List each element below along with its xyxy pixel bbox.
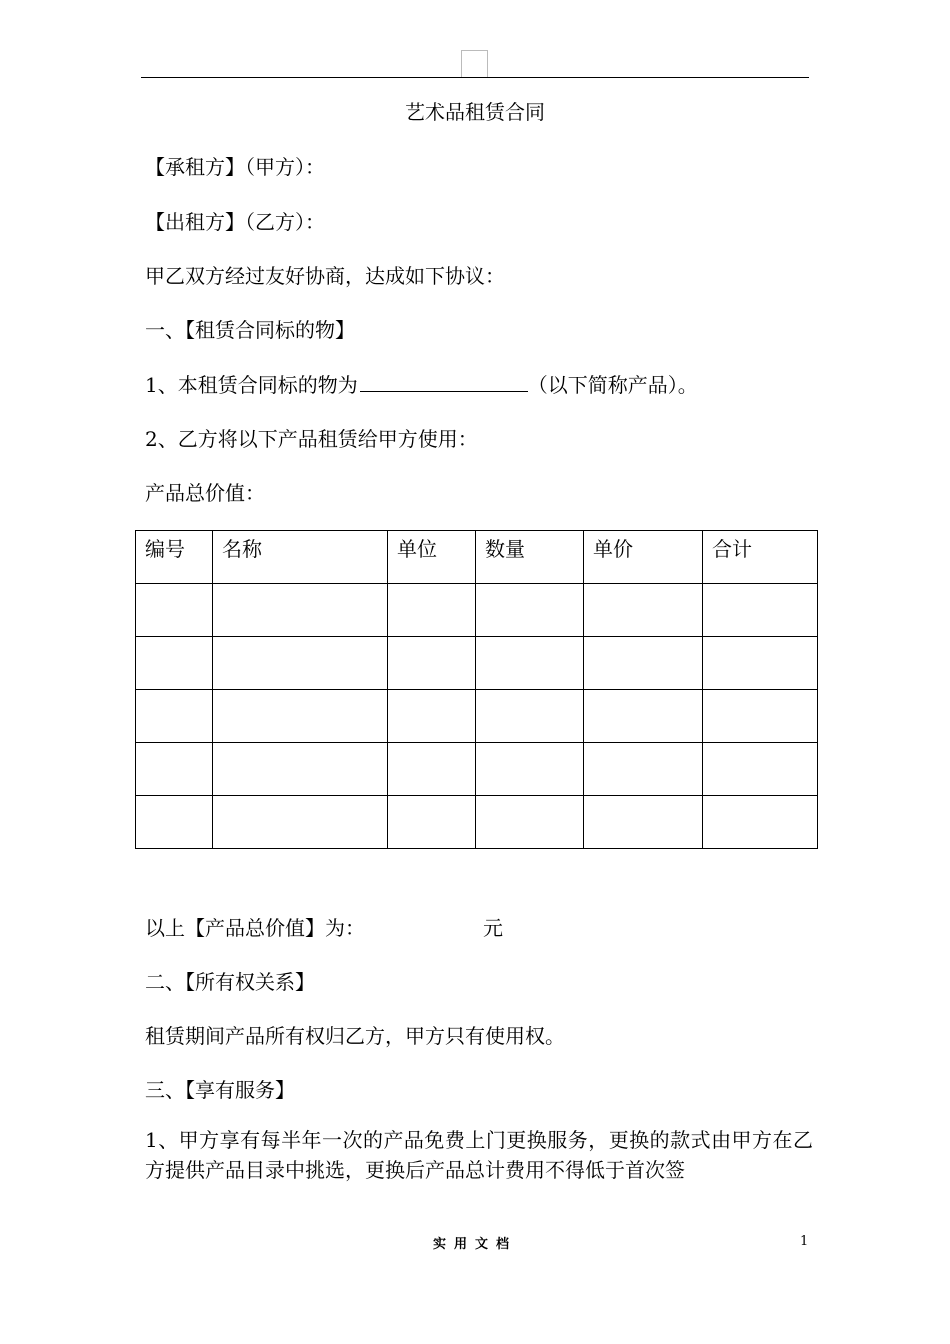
table-cell[interactable] bbox=[213, 637, 388, 690]
table-cell[interactable] bbox=[388, 584, 476, 637]
table-cell[interactable] bbox=[476, 584, 584, 637]
section1-item1 bbox=[145, 369, 698, 398]
section1-item2: 2、乙方将以下产品租赁给甲方使用： bbox=[145, 427, 478, 451]
table-cell[interactable] bbox=[136, 743, 213, 796]
total-value-line bbox=[145, 912, 503, 941]
section1-heading: 一、【租赁合同标的物】 bbox=[145, 318, 355, 342]
table-cell[interactable] bbox=[388, 743, 476, 796]
table-cell[interactable] bbox=[213, 796, 388, 849]
footer-label: 实用文档 bbox=[432, 1237, 517, 1252]
table-row bbox=[136, 796, 818, 849]
table-cell[interactable] bbox=[703, 690, 818, 743]
lessee-line: 【承租方】（甲方）： bbox=[145, 155, 325, 179]
header-rule bbox=[141, 77, 809, 78]
product-table bbox=[135, 530, 818, 849]
table-cell[interactable] bbox=[476, 743, 584, 796]
table-cell[interactable] bbox=[584, 584, 703, 637]
item1-prefix: 1、本租赁合同标的物为 bbox=[145, 373, 358, 397]
table-cell[interactable] bbox=[703, 637, 818, 690]
table-cell[interactable] bbox=[703, 743, 818, 796]
table-cell[interactable] bbox=[584, 637, 703, 690]
header-cell-quantity: 数量 bbox=[476, 531, 584, 584]
page-number: 1 bbox=[800, 1234, 809, 1249]
table-cell[interactable] bbox=[136, 796, 213, 849]
table-cell[interactable] bbox=[584, 743, 703, 796]
item1-suffix: （以下简称产品）。 bbox=[527, 373, 698, 397]
header-cell-number: 编号 bbox=[136, 531, 213, 584]
total-value-text: 以上【产品总价值】为： bbox=[145, 916, 365, 940]
section3-heading: 三、【享有服务】 bbox=[145, 1078, 295, 1102]
table-row bbox=[136, 584, 818, 637]
table-cell[interactable] bbox=[136, 584, 213, 637]
table-cell[interactable] bbox=[703, 584, 818, 637]
table-cell[interactable] bbox=[213, 690, 388, 743]
item1-fill-blank[interactable] bbox=[360, 371, 528, 392]
table-cell[interactable] bbox=[476, 637, 584, 690]
table-cell[interactable] bbox=[213, 743, 388, 796]
header-marker bbox=[461, 50, 488, 77]
header-cell-total: 合计 bbox=[703, 531, 818, 584]
table-cell[interactable] bbox=[136, 690, 213, 743]
header-cell-unit: 单位 bbox=[388, 531, 476, 584]
header-cell-unit-price: 单价 bbox=[584, 531, 703, 584]
document-title: 艺术品租赁合同 bbox=[405, 100, 545, 124]
table-cell[interactable] bbox=[703, 796, 818, 849]
table-cell[interactable] bbox=[584, 690, 703, 743]
table-row bbox=[136, 743, 818, 796]
table-cell[interactable] bbox=[584, 796, 703, 849]
table-cell[interactable] bbox=[388, 637, 476, 690]
table-cell[interactable] bbox=[213, 584, 388, 637]
currency-unit: 元 bbox=[483, 916, 503, 940]
total-value-label: 产品总价值： bbox=[145, 481, 265, 505]
table-cell[interactable] bbox=[388, 690, 476, 743]
section3-item1: 1、甲方享有每半年一次的产品免费上门更换服务，更换的款式由甲方在乙方提供产品目录中挑选，更换后产品总计费用不得低于首次签 bbox=[145, 1128, 813, 1182]
table-header-row bbox=[136, 531, 818, 584]
agreement-intro: 甲乙双方经过友好协商，达成如下协议： bbox=[145, 264, 505, 288]
table-cell[interactable] bbox=[388, 796, 476, 849]
table-cell[interactable] bbox=[136, 637, 213, 690]
table-cell[interactable] bbox=[476, 796, 584, 849]
section2-text: 租赁期间产品所有权归乙方，甲方只有使用权。 bbox=[145, 1024, 565, 1048]
lessor-line: 【出租方】（乙方）： bbox=[145, 210, 325, 234]
table-row bbox=[136, 637, 818, 690]
table-cell[interactable] bbox=[476, 690, 584, 743]
table-row bbox=[136, 690, 818, 743]
header-cell-name: 名称 bbox=[213, 531, 388, 584]
section2-heading: 二、【所有权关系】 bbox=[145, 970, 315, 994]
